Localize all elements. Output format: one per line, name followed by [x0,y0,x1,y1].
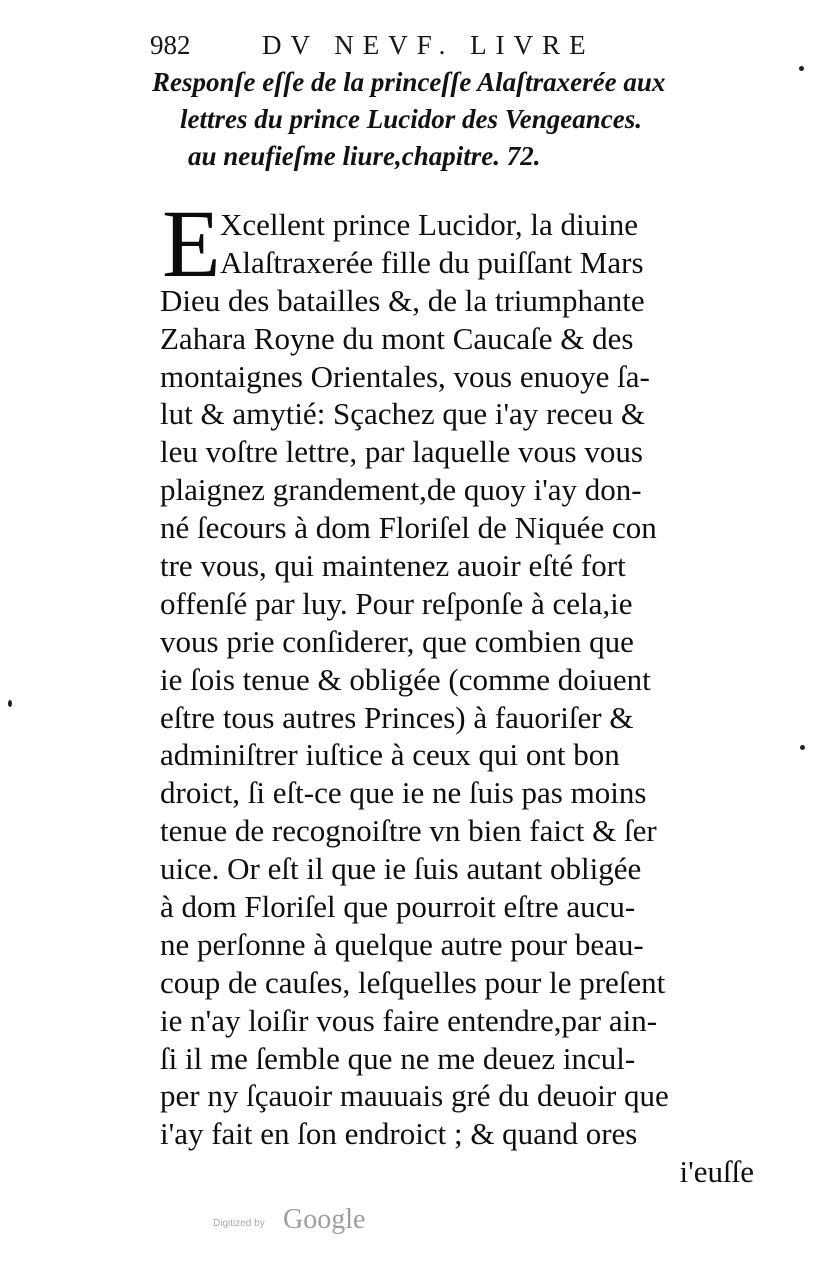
running-head: DV NEVF. LIVRE [262,30,595,60]
text-line: lut & amytié: Sçachez que i'ay receu & [160,396,646,432]
text-line: adminiſtrer iuſtice à ceux qui ont bon [160,737,620,773]
letter-body [160,190,760,1191]
text-line: ie n'ay loiſir vous faire entendre,par ain- [160,1002,658,1038]
scan-speck [8,700,12,707]
drop-cap: E [162,190,221,297]
text-line: à dom Floriſel que pourroit eſtre aucu- [160,889,636,925]
chapter-title [152,64,752,175]
digitization-watermark [200,1200,460,1240]
text-line: ſi il me ſemble que ne me deuez incul- [160,1040,636,1076]
text-line: per ny ſçauoir mauuais gré du deuoir que [160,1078,669,1114]
text-line: droict, ſi eſt-ce que ie ne ſuis pas moins [160,775,647,811]
text-line: Alaſtraxerée fille du puiſſant Mars [220,244,644,280]
text-line: ie ſois tenue & obligée (comme doiuent [160,661,651,697]
text-line: Dieu des batailles &, de la triumphante [160,282,645,318]
text-line: i'ay fait en ſon endroict ; & quand ores [160,1116,638,1152]
title-line: au neufieſme liure,chapitre. 72. [188,141,541,171]
text-line: montaignes Orientales, vous enuoye ſa- [160,358,650,394]
text-line: offenſé par luy. Pour reſponſe à cela,ie [160,585,633,621]
text-line: coup de cauſes, leſquelles pour le preſent [160,964,666,1000]
text-line: ne perſonne à quelque autre pour beau- [160,926,644,962]
text-line: eſtre tous autres Princes) à fauoriſer & [160,699,634,735]
text-line: plaignez grandement,de quoy i'ay don- [160,472,642,508]
text-line: tre vous, qui maintenez auoir eſté fort [160,548,626,584]
text-line: leu voſtre lettre, par laquelle vous vous [160,434,643,470]
google-logo: Google [283,1204,366,1235]
title-line: Responſe eſſe de la princeſſe Alaſtraxerée aux [152,67,666,97]
scan-speck [799,66,804,71]
scan-speck [800,745,805,750]
page-header [150,30,670,64]
catchword: i'euſſe [679,1154,754,1190]
digitized-label: Digitized by [213,1218,265,1229]
text-line: Xcellent prince Lucidor, la diuine [220,207,638,242]
text-line: uice. Or eſt il que ie ſuis autant obligée [160,851,642,887]
text-line: Zahara Royne du mont Caucaſe & des [160,320,634,356]
page-number: 982 [150,30,191,60]
title-line: lettres du prince Lucidor des Vengeances. [180,104,642,134]
text-line: vous prie conſiderer, que combien que [160,623,634,659]
text-line: né ſecours à dom Floriſel de Niquée con [160,510,657,546]
text-line: tenue de recognoiſtre vn bien faict & ſer [160,813,657,849]
